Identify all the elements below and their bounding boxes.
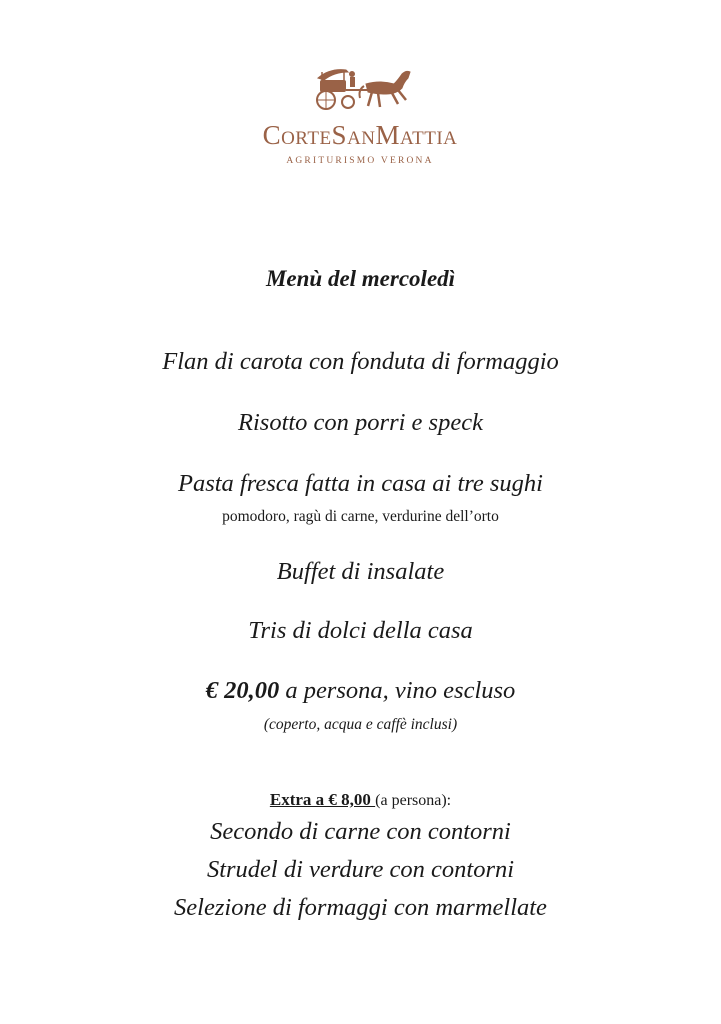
menu-title: Menù del mercoledì	[265, 266, 456, 291]
course-item: Buffet di insalate	[276, 558, 445, 585]
extra-note: (a persona):	[375, 792, 452, 809]
extra-label: Extra a € 8,00	[269, 790, 376, 809]
extra-heading	[0, 790, 721, 810]
logo	[230, 60, 490, 180]
pasta-sauces-note: pomodoro, ragù di carne, verdurine dell’orto	[222, 508, 499, 525]
brand-subtitle: AGRITURISMO VERONA	[286, 156, 434, 166]
price-line	[0, 677, 721, 705]
brand-name: CorteSanMattia	[262, 120, 458, 150]
course-item: Flan di carota con fonduta di formaggio	[162, 348, 559, 375]
extra-item: Strudel di verdure con contorni	[206, 856, 515, 883]
extra-item: Selezione di formaggi con marmellate	[174, 894, 547, 921]
price-description: a persona, vino escluso	[279, 677, 516, 704]
course-item: Tris di dolci della casa	[248, 617, 473, 644]
price-amount: € 20,00	[205, 677, 280, 704]
horse-carriage-icon	[230, 60, 490, 120]
price-includes: (coperto, acqua e caffè inclusi)	[263, 716, 458, 733]
course-item: Pasta fresca fatta in casa ai tre sughi	[178, 470, 543, 497]
extra-item: Secondo di carne con contorni	[210, 818, 511, 845]
course-item: Risotto con porri e speck	[238, 409, 483, 436]
